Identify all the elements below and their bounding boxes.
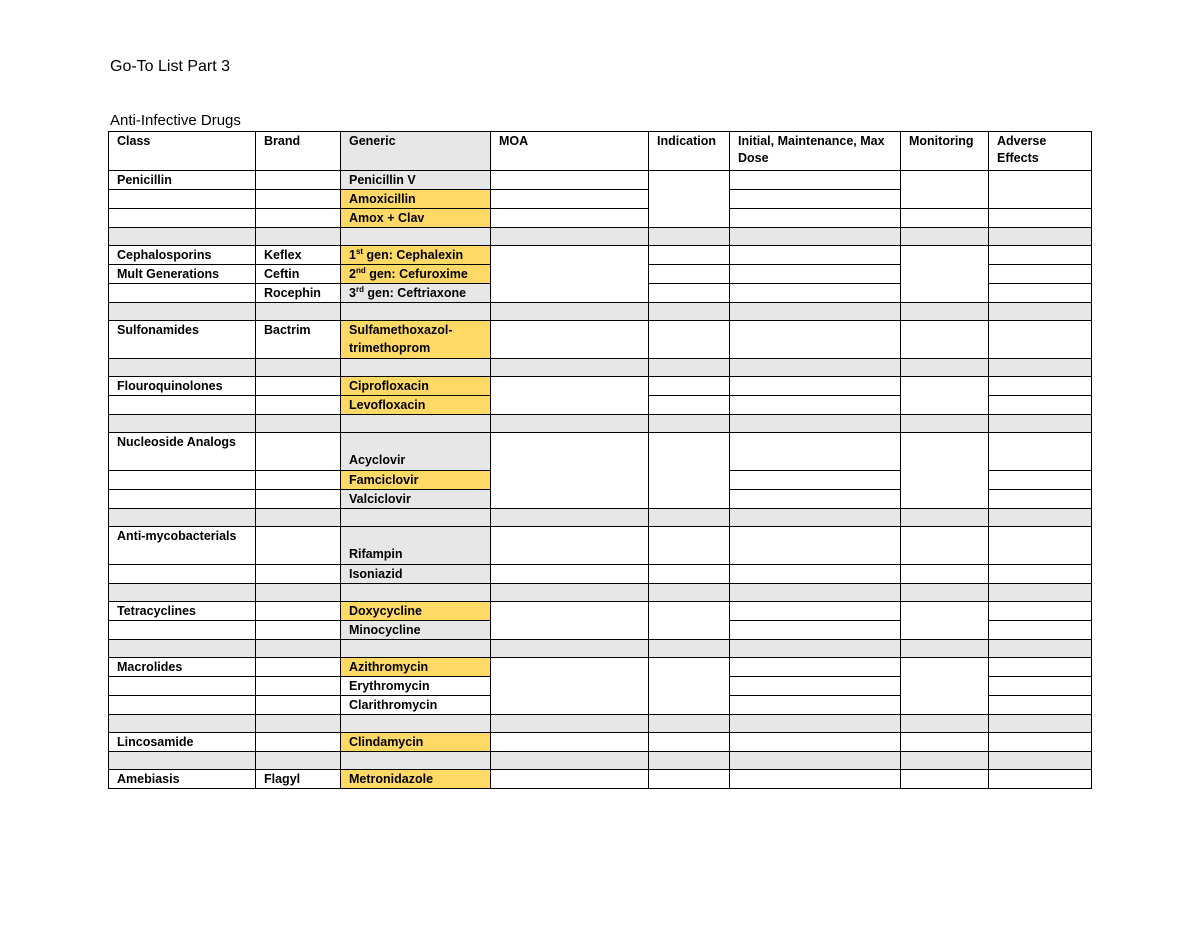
header-dose: Initial, Maintenance, Max Dose <box>730 132 901 171</box>
brand-cell <box>256 471 341 490</box>
section-title: Anti-Infective Drugs <box>110 112 241 129</box>
generic-cell: Metronidazole <box>341 770 491 789</box>
class-cell: Mult Generations <box>109 265 256 284</box>
dose-cell <box>730 770 901 789</box>
brand-cell <box>256 658 341 677</box>
separator-row <box>109 509 1092 527</box>
monitoring-cell <box>901 321 989 359</box>
adverse-cell <box>989 677 1092 696</box>
indication-cell <box>649 396 730 415</box>
monitoring-cell <box>901 171 989 209</box>
indication-cell <box>649 377 730 396</box>
table-row <box>109 658 1092 677</box>
moa-cell <box>491 658 649 715</box>
brand-cell <box>256 171 341 190</box>
dose-cell <box>730 565 901 584</box>
class-cell: Anti-mycobacterials <box>109 527 256 565</box>
brand-cell <box>256 396 341 415</box>
generic-cell: 1st gen: Cephalexin <box>341 246 491 265</box>
moa-cell <box>491 527 649 565</box>
header-moa: MOA <box>491 132 649 171</box>
class-cell: Flouroquinolones <box>109 377 256 396</box>
separator-row <box>109 584 1092 602</box>
table-row <box>109 246 1092 265</box>
dose-cell <box>730 284 901 303</box>
class-cell: Penicillin <box>109 171 256 190</box>
dose-cell <box>730 658 901 677</box>
class-cell: Nucleoside Analogs <box>109 433 256 471</box>
brand-cell <box>256 621 341 640</box>
generic-cell: Acyclovir <box>341 433 491 471</box>
adverse-cell <box>989 565 1092 584</box>
brand-cell <box>256 565 341 584</box>
moa-cell <box>491 190 649 209</box>
generic-cell: Minocycline <box>341 621 491 640</box>
generic-cell: Doxycycline <box>341 602 491 621</box>
adverse-cell <box>989 171 1092 209</box>
table-row <box>109 433 1092 471</box>
adverse-cell <box>989 490 1092 509</box>
brand-cell <box>256 377 341 396</box>
moa-cell <box>491 602 649 640</box>
class-cell: Tetracyclines <box>109 602 256 621</box>
adverse-cell <box>989 770 1092 789</box>
adverse-cell <box>989 433 1092 471</box>
indication-cell <box>649 265 730 284</box>
table-row <box>109 209 1092 228</box>
indication-cell <box>649 733 730 752</box>
moa-cell <box>491 246 649 303</box>
brand-cell <box>256 527 341 565</box>
brand-cell <box>256 677 341 696</box>
moa-cell <box>491 209 649 228</box>
generic-cell: Famciclovir <box>341 471 491 490</box>
adverse-cell <box>989 602 1092 621</box>
separator-row <box>109 640 1092 658</box>
table-row <box>109 171 1092 190</box>
generic-cell: Penicillin V <box>341 171 491 190</box>
dose-cell <box>730 733 901 752</box>
table-row <box>109 602 1092 621</box>
separator-row <box>109 715 1092 733</box>
generic-cell: Clindamycin <box>341 733 491 752</box>
monitoring-cell <box>901 658 989 715</box>
indication-cell <box>649 527 730 565</box>
brand-cell: Keflex <box>256 246 341 265</box>
generic-cell: 3rd gen: Ceftriaxone <box>341 284 491 303</box>
adverse-cell <box>989 209 1092 228</box>
generic-cell: Clarithromycin <box>341 696 491 715</box>
dose-cell <box>730 527 901 565</box>
generic-cell: Amoxicillin <box>341 190 491 209</box>
drug-table <box>108 131 1092 789</box>
generic-cell: Isoniazid <box>341 565 491 584</box>
header-monitoring: Monitoring <box>901 132 989 171</box>
dose-cell <box>730 265 901 284</box>
table-row <box>109 565 1092 584</box>
header-brand: Brand <box>256 132 341 171</box>
adverse-cell <box>989 527 1092 565</box>
indication-cell <box>649 433 730 509</box>
class-cell <box>109 471 256 490</box>
dose-cell <box>730 602 901 621</box>
table-row <box>109 527 1092 565</box>
class-cell <box>109 209 256 228</box>
adverse-cell <box>989 321 1092 359</box>
brand-cell <box>256 209 341 228</box>
table-row <box>109 321 1092 359</box>
dose-cell <box>730 377 901 396</box>
generic-cell: Valciclovir <box>341 490 491 509</box>
brand-cell <box>256 433 341 471</box>
class-cell: Cephalosporins <box>109 246 256 265</box>
monitoring-cell <box>901 246 989 303</box>
moa-cell <box>491 321 649 359</box>
brand-cell: Ceftin <box>256 265 341 284</box>
monitoring-cell <box>901 527 989 565</box>
header-class: Class <box>109 132 256 171</box>
indication-cell <box>649 284 730 303</box>
brand-cell <box>256 190 341 209</box>
brand-cell <box>256 490 341 509</box>
moa-cell <box>491 770 649 789</box>
class-cell <box>109 490 256 509</box>
separator-row <box>109 359 1092 377</box>
brand-cell <box>256 602 341 621</box>
generic-cell: Levofloxacin <box>341 396 491 415</box>
monitoring-cell <box>901 377 989 415</box>
monitoring-cell <box>901 433 989 509</box>
monitoring-cell <box>901 209 989 228</box>
dose-cell <box>730 171 901 190</box>
page-title: Go-To List Part 3 <box>110 58 231 75</box>
brand-cell: Flagyl <box>256 770 341 789</box>
class-cell: Sulfonamides <box>109 321 256 359</box>
dose-cell <box>730 209 901 228</box>
brand-cell: Rocephin <box>256 284 341 303</box>
dose-cell <box>730 190 901 209</box>
header-adverse: Adverse Effects <box>989 132 1092 171</box>
generic-cell: Erythromycin <box>341 677 491 696</box>
indication-cell <box>649 770 730 789</box>
moa-cell <box>491 433 649 509</box>
generic-cell: 2nd gen: Cefuroxime <box>341 265 491 284</box>
dose-cell <box>730 471 901 490</box>
dose-cell <box>730 246 901 265</box>
class-cell <box>109 565 256 584</box>
header-generic: Generic <box>341 132 491 171</box>
moa-cell <box>491 171 649 190</box>
class-cell <box>109 621 256 640</box>
indication-cell <box>649 246 730 265</box>
brand-cell <box>256 733 341 752</box>
adverse-cell <box>989 696 1092 715</box>
moa-cell <box>491 565 649 584</box>
class-cell <box>109 190 256 209</box>
adverse-cell <box>989 396 1092 415</box>
separator-row <box>109 415 1092 433</box>
monitoring-cell <box>901 770 989 789</box>
generic-cell: Sulfamethoxazol-trimethoprom <box>341 321 491 359</box>
class-cell <box>109 396 256 415</box>
adverse-cell <box>989 733 1092 752</box>
indication-cell <box>649 565 730 584</box>
generic-cell: Ciprofloxacin <box>341 377 491 396</box>
separator-row <box>109 228 1092 246</box>
adverse-cell <box>989 377 1092 396</box>
indication-cell <box>649 171 730 228</box>
monitoring-cell <box>901 602 989 640</box>
class-cell: Amebiasis <box>109 770 256 789</box>
table-row <box>109 377 1092 396</box>
dose-cell <box>730 490 901 509</box>
generic-cell: Rifampin <box>341 527 491 565</box>
indication-cell <box>649 321 730 359</box>
dose-cell <box>730 396 901 415</box>
adverse-cell <box>989 284 1092 303</box>
monitoring-cell <box>901 565 989 584</box>
adverse-cell <box>989 265 1092 284</box>
dose-cell <box>730 677 901 696</box>
dose-cell <box>730 321 901 359</box>
dose-cell <box>730 696 901 715</box>
class-cell <box>109 284 256 303</box>
adverse-cell <box>989 471 1092 490</box>
table-row <box>109 733 1092 752</box>
header-row <box>109 132 1092 171</box>
separator-row <box>109 752 1092 770</box>
class-cell: Lincosamide <box>109 733 256 752</box>
moa-cell <box>491 377 649 415</box>
table-row <box>109 770 1092 789</box>
monitoring-cell <box>901 733 989 752</box>
header-indication: Indication <box>649 132 730 171</box>
adverse-cell <box>989 246 1092 265</box>
moa-cell <box>491 733 649 752</box>
separator-row <box>109 303 1092 321</box>
class-cell <box>109 677 256 696</box>
generic-cell: Azithromycin <box>341 658 491 677</box>
adverse-cell <box>989 658 1092 677</box>
indication-cell <box>649 602 730 640</box>
brand-cell <box>256 696 341 715</box>
generic-cell: Amox + Clav <box>341 209 491 228</box>
class-cell <box>109 696 256 715</box>
dose-cell <box>730 433 901 471</box>
indication-cell <box>649 658 730 715</box>
class-cell: Macrolides <box>109 658 256 677</box>
adverse-cell <box>989 621 1092 640</box>
brand-cell: Bactrim <box>256 321 341 359</box>
dose-cell <box>730 621 901 640</box>
